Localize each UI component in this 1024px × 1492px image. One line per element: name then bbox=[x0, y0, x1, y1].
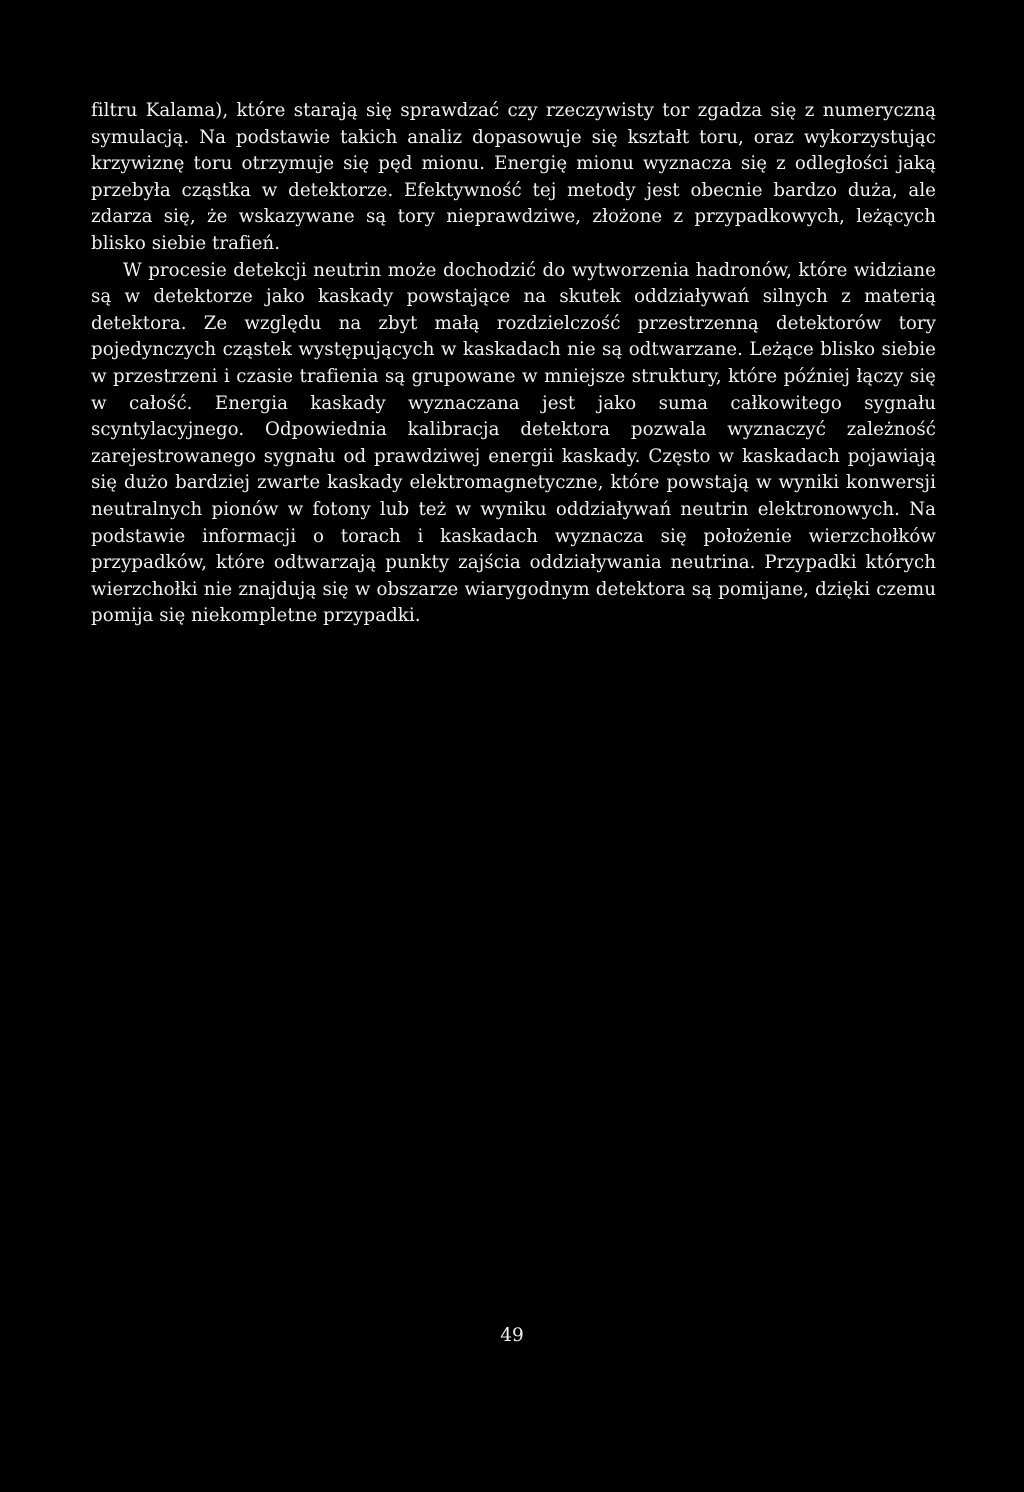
body-text bbox=[91, 98, 936, 630]
paragraph-continuation: filtru Kalama), które starają się sprawdzać czy rzeczywisty tor zgadza się z numeryczną symulacją. Na podstawie takich analiz dopasowuje się kształt toru, oraz wykorzystując krzywiznę toru otrzymuje się pęd mionu. Energię mionu wyznacza się z odległości jaką przebyła cząstka w detektorze. Efektywność tej metody jest obecnie bardzo duża, ale zdarza się, że wskazywane są tory nieprawdziwe, złożone z przypadkowych, leżących blisko siebie trafień. bbox=[91, 100, 936, 254]
page-number: 49 bbox=[500, 1325, 524, 1346]
paragraph-hadron-detection: W procesie detekcji neutrin może dochodzić do wytworzenia hadronów, które widziane są w detektorze jako kaskady powstające na skutek oddziaływań silnych z materią detektora. Ze względu na zbyt małą rozdzielczość przestrzenną detektorów tory pojedynczych cząstek występujących w kaskadach nie są odtwarzane. Leżące blisko siebie w przestrzeni i czasie trafienia są grupowane w mniejsze struktury, które później łączy się w całość. Energia kaskady wyznaczana jest jako suma całkowitego sygnału scyntylacyjnego. Odpowiednia kalibracja detektora pozwala wyznaczyć zależność zarejestrowanego sygnału od prawdziwej energii kaskady. Często w kaskadach pojawiają się dużo bardziej zwarte kaskady elektromagnetyczne, które powstają w wyniki konwersji neutralnych pionów w fotony lub też w wyniku oddziaływań neutrin elektronowych. Na podstawie informacji o torach i kaskadach wyznacza się położenie wierzchołków przypadków, które odtwarzają punkty zajścia oddziaływania neutrina. Przypadki których wierzchołki nie znajdują się w obszarze wiarygodnym detektora są pomijane, dzięki czemu pomija się niekompletne przypadki. bbox=[91, 259, 936, 627]
